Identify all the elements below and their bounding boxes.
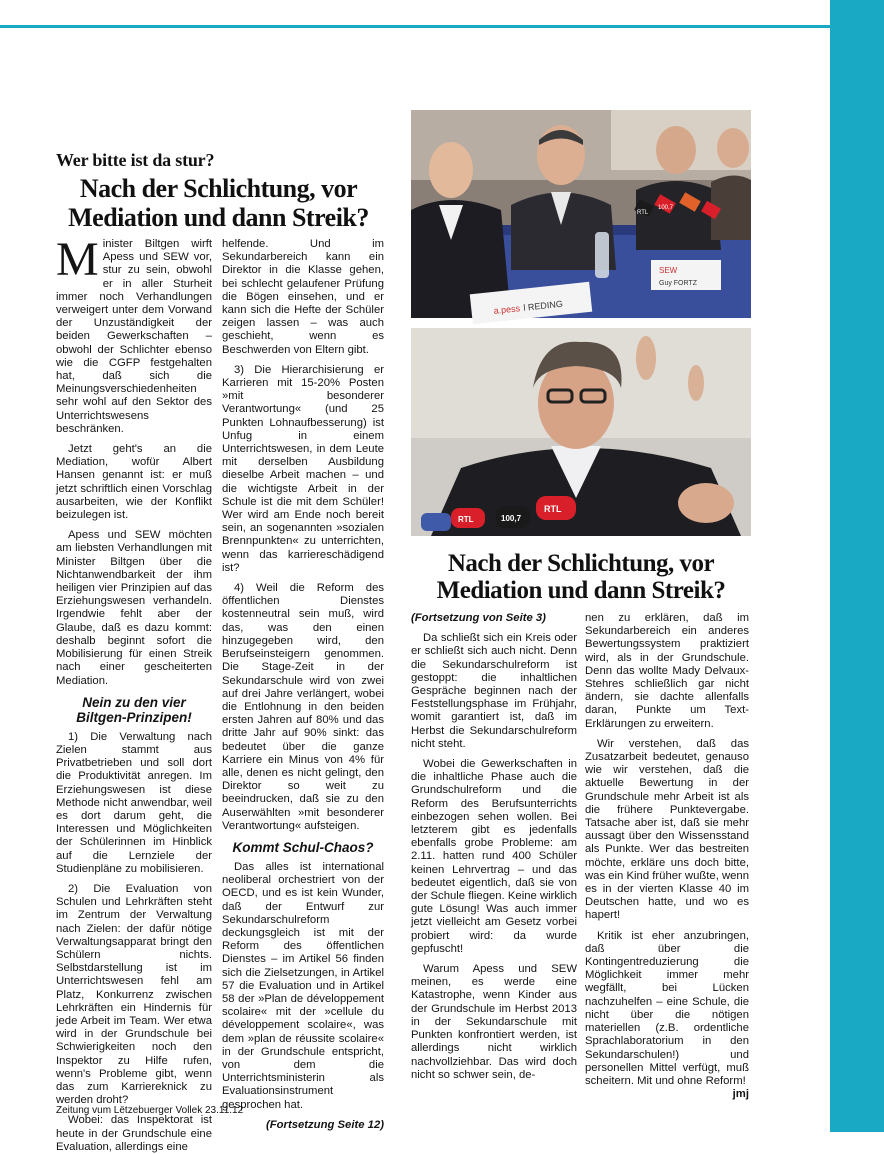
paragraph: Das alles ist international neoliberal orchestriert von der OECD, und es ist kein Wunder, daß der Entwurf zur Sekundarschulreform deckungsgleich ist mit der Reform des öffentlichen Dienstes – im Artikel 56 finden sich die Zielsetzungen, in Artikel 57 die Evaluation und in Artikel 58 der »Plan de développement scolaire« mit der »cellule du développement scolaire«, was dem »plan de réussite scolaire« in der Grundschule entspricht, von dem die Unterrichtsministerin als Evaluationsinstrument gesprochen hat. — [222, 860, 384, 1111]
paragraph: Da schließt sich ein Kreis oder er schließt sich auch nicht. Denn die Sekundarschulreform ist gestoppt: die inhaltlichen Gespräche beginnen nach der Feststellungsphase im Frühjahr, womit garantiert ist, daß im Herbst die Sekundarschulreform nicht steht. — [411, 632, 577, 750]
subheading: Kommt Schul-Chaos? — [232, 839, 374, 855]
mic-label: 100,7 — [658, 205, 674, 211]
page-footer: Zeitung vum Lëtzebuerger Vollek 23.11.12 — [56, 1105, 244, 1116]
paragraph: nen zu erklären, daß im Sekundarbereich ein anderes Bewertungssystem praktiziert wird, als in der Grundschule. Denn das wollte Mady Delvaux-Stehres schließlich gar nicht ändern, sie dachte allenfalls daran, Punkte um Text-Erklärungen zu erweitern. — [585, 612, 749, 730]
nameplate-apess-text: a.pess — [493, 303, 521, 316]
paragraph: helfende. Und im Sekundarbereich kann ein Direktor in die Klasse gehen, bei schlecht gelaufener Prüfung die Bögen einsehen, und er kann sich die Hefte der Schüler zeigen lassen – was auch geschieht, wenn es Beschwerden von Eltern gibt. — [222, 238, 384, 356]
article-column-3 — [411, 612, 577, 1082]
nameplate-reding-text: l REDING — [522, 298, 564, 313]
paragraph: Wobei die Gewerkschaften in die inhaltliche Phase auch die Grundschulreform und die Reform des Berufsunterrichts einbezogen sehen wollen. Bei letzterem gibt es jedenfalls ebenfalls grobe Probleme: am 2.11. hatten rund 400 Schüler keinen Lehrvertrag – und das bedeutet eigentlich, daß sie von der Schule fliegen. Keine wirklich gute Lösung! Was auch immer jetzt vielleicht am Gesetz vorbei probiert wird: da wurde gepfuscht! — [411, 758, 577, 955]
subheading: Nein zu den vier Biltgen-Prinzipen! — [76, 694, 192, 725]
paragraph: 1) Die Verwaltung nach Zielen stammt aus Privatbetrieben und soll dort die Produktivität anregen. Im Erziehungswesen ist diese Methode nicht anwendbar, weil es dort darum geht, die Interessen und Möglichkeiten der Schülerinnen im Hinblick auf die Lernziele der Studienpläne zu mobilisieren. — [56, 730, 212, 875]
paragraph: 3) Die Hierarchisierung er Karrieren mit 15-20% Posten »mit besonderer Verantwortung« (und 25 Punkten Lohnaufbesserung) ist Unfug in einem Unterrichtswesen, in dem Leute mit derselben Ausbildung dieselbe Arbeit machen – und die wichtigste Arbeit in der Schule ist die mit dem Schüler! Wer wird am Ende noch bereit sein, an sogenannten »sozialen Brennpunkten« zu unterrichten, wenn das karriereschädigend ist? — [222, 363, 384, 574]
paragraph: Minister Biltgen wirft Apess und SEW vor, stur zu sein, obwohl er in aller Sturheit immer noch Verhandlungen verweigert unter dem Vorwand der Unzuständigkeit der beiden Gewerkschaften – obwohl der Schlichter ebenso wie die CGFP festgehalten hat, daß sich die Meinungsverschiedenheiten sehr wohl auf den Sektor des Unterrichtswesens beschränken. — [56, 233, 212, 435]
paragraph: Jetzt geht's an die Mediation, wofür Albert Hansen genannt ist: er muß jetzt schriftlich einen Vorschlag ausarbeiten, wie der Konflikt beizulegen ist. — [56, 443, 212, 522]
mic-label: RTL — [458, 515, 474, 524]
mic-label: RTL — [637, 210, 649, 216]
continuation-note: (Fortsetzung von Seite 3) — [411, 612, 546, 624]
article-column-4 — [585, 612, 749, 1101]
paragraph: 4) Weil die Reform des öffentlichen Dienstes kostenneutral sein muß, wird das, was den einen hinzugegeben wird, den Berufseinsteigern genommen. Die Stage-Zeit in der Sekundarschule wird von zwei auf drei Jahre verlängert, wobei die Entlohnung in den beiden ersten Jahren auf 80% und das dritte Jahr auf 90% sinkt: das bedeutet über die ganze Karriere ein Minus von 4% für alle, denen es nicht gelingt, den Direktor so weit zu beeindrucken, daß sie zu den Auserwählten »mit besonderer Verantwortung« aufsteigen. — [222, 582, 384, 832]
paragraph: Wir verstehen, daß das Zusatzarbeit bedeutet, genauso wie wir verstehen, daß die aktuelle Bewertung in der Grundschule mehr Arbeit ist als die frühere Punktevergabe. Tatsache aber ist, daß sie mehr aussagt über den Wissensstand als Punkte. Wer das bestreiten möchte, erkläre uns doch bitte, was ein Kind früher wußte, wenn es in der vierten Klasse 40 im Deutschen hatte, und wo es hapert! — [585, 737, 749, 922]
paragraph: Wobei: das Inspektorat ist heute in der Grundschule eine Evaluation, allerdings eine — [56, 1114, 212, 1153]
press-conference-photo-image — [411, 110, 751, 318]
article-headline: Nach der Schlichtung, vor Mediation und dann Streik? — [68, 174, 369, 232]
continuation-headline: Nach der Schlichtung, vor Mediation und dann Streik? — [436, 550, 726, 604]
paragraph: Kritik ist eher anzubringen, daß über die Kontingentreduzierung die Möglichkeit immer mehr wegfällt, bei Lücken nachzuhelfen – eine Schule, die nicht über die nötigen materiellen (z.B. ordentliche Sprachlaboratorium in den Sekundarschulen!) und personellen Mittel verfügt, muß scheitern. Mit und ohne Reform! jmj — [585, 929, 749, 1101]
press-conference-photo — [411, 110, 751, 318]
speaker-photo — [411, 328, 751, 536]
paragraph: 2) Die Evaluation von Schulen und Lehrkräften steht im Zentrum der Verwaltung nach Zielen: der dafür nötige Verwaltungsapparat bringt den Schülern nichts. Selbstdarstellung ist im Unterrichtswesen fehl am Platz, Konkurrenz zwischen Lehrkräften ein Hindernis für jede Arbeit im Team. Wer etwa wird in der Grundschule bei Schwierigkeiten noch den Inspektor zu Hilfe rufen, wenn's Probleme gibt, wenn das zum Karriereknick zu werden droht? — [56, 882, 212, 1107]
continuation-note: (Fortsetzung Seite 12) — [265, 1118, 384, 1131]
nameplate-fortz-text: Guy FORTZ — [659, 280, 697, 287]
speaker-photo-image — [411, 328, 751, 536]
nameplate-sew-text: SEW — [659, 266, 678, 275]
mic-label: RTL — [544, 504, 562, 514]
article-column-2 — [222, 238, 384, 1131]
author-signature: jmj — [732, 1088, 749, 1101]
paragraph: Warum Apess und SEW meinen, es werde eine Katastrophe, wenn Kinder aus der Grundschule im Herbst 2013 in der Sekundarschule mit Punkten konfrontiert werden, ist allerdings nicht wirklich nachvollziehbar. Das wird doch nicht so schwer sein, de- — [411, 963, 577, 1081]
mic-label: 100,7 — [501, 514, 522, 523]
article-kicker: Wer bitte ist da stur? — [56, 150, 215, 170]
paragraph: Apess und SEW möchten am liebsten Verhandlungen mit Minister Biltgen über die Nichtanwendbarkeit der ihm heiligen vier Prinzipien auf das Erziehungswesen verhandeln. Irgendwie fehlt aber der Glaube, daß es dazu kommt: deshalb beginnt sofort die Mobilisierung für einen Streik nach einer gescheiterten Mediation. — [56, 529, 212, 687]
drop-cap: M — [56, 233, 99, 286]
top-accent-line — [0, 25, 830, 28]
right-accent-bar — [830, 0, 884, 1132]
